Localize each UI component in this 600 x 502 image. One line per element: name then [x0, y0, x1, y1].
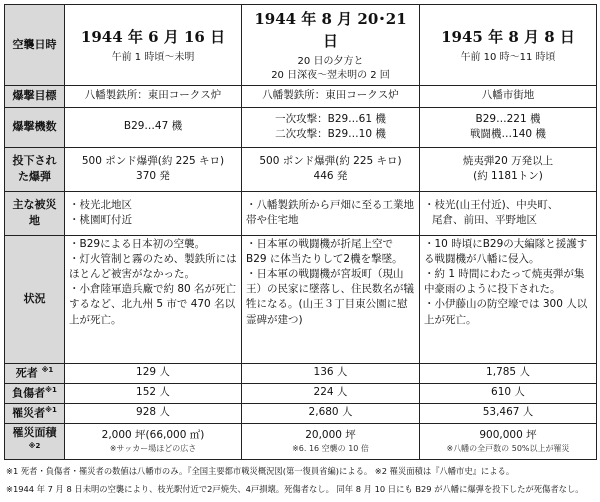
row-bombs — [5, 147, 597, 191]
raid2-bomb-count: 446 発 — [313, 170, 348, 182]
raid3-bombs — [420, 147, 597, 191]
raid2-bomb-type: 500 ポンド爆弾(約 225 キロ) — [259, 154, 402, 167]
row-injured — [5, 383, 597, 403]
raid2-bombs — [242, 147, 420, 191]
raid3-burned-value: 900,000 坪 — [479, 428, 537, 441]
row-target — [5, 85, 597, 107]
raid1-victims: 928 人 — [65, 403, 242, 423]
raid2-date-cell — [242, 5, 420, 86]
raid3-date-cell — [420, 5, 597, 86]
dead-note-mark: ※1 — [41, 365, 54, 374]
raid3-bomb-count: (約 1181トン) — [473, 170, 543, 182]
raid3-time: 午前 10 時～11 時頃 — [460, 51, 556, 63]
raid3-areas — [420, 191, 597, 235]
raid2-burned — [242, 423, 420, 459]
raid1-date-cell — [65, 5, 242, 86]
row-date — [5, 5, 597, 86]
raid2-areas — [242, 191, 420, 235]
raid1-bomb-type: 500 ポンド爆弾(約 225 キロ) — [81, 154, 225, 167]
raid3-bomb-type: 焼夷弾20 万発以上 — [462, 154, 554, 167]
raid1-situation-1: ・B29による日本初の空襲。 — [69, 237, 206, 250]
raid1-dead: 129 人 — [65, 363, 242, 383]
raid1-aircraft-line: B29…47 機 — [123, 120, 183, 133]
target-label: 爆撃目標 — [5, 85, 65, 107]
raid3-aircraft-line2: 戦闘機…140 機 — [470, 128, 546, 140]
injured-label: 負傷者 — [12, 386, 46, 400]
raid2-aircraft-line1: 一次攻撃：B29…61 機 — [275, 112, 386, 125]
raid1-areas — [65, 191, 242, 235]
raid1-bombs — [65, 147, 242, 191]
raid3-situation — [420, 235, 597, 363]
raid1-burned-value: 2,000 坪(66,000 ㎡) — [101, 428, 205, 441]
raid2-burned-value: 20,000 坪 — [305, 428, 356, 441]
date-label: 空襲日時 — [5, 5, 65, 86]
burned-label: 罹災面積 — [12, 425, 57, 439]
raid2-aircraft-line2: 二次攻撃：B29…10 機 — [275, 128, 386, 140]
raid2-burned-note: ※6. 16 空襲の 10 倍 — [292, 443, 369, 453]
raid2-situation — [242, 235, 420, 363]
raid3-situation-2: ・約 1 時間にわたって焼夷弾が集中豪雨のように投下された。 — [424, 267, 585, 296]
raid1-aircraft — [65, 107, 242, 147]
raid1-target: 八幡製鉄所：東田コークス炉 — [65, 85, 242, 107]
raid2-injured: 224 人 — [242, 383, 420, 403]
raid1-area-1: ・枝光北地区 — [69, 198, 132, 211]
victims-label-cell — [5, 403, 65, 423]
raid1-situation-3: ・小倉陸軍造兵廠で約 80 名が死亡するなど、北九州 5 市で 470 名以上が死亡。 — [69, 283, 237, 326]
footnote-2: ※1944 年 7 月 8 日未明の空襲により、枝光駅付近で2戸焼失、4戸損壊。死傷者なし。 同年 8 月 10 日にも B29 が八幡に爆弾を投下したが死傷者なし。 — [6, 484, 584, 494]
raid1-situation-2: ・灯火管制と霧のため、製鉄所にはほとんど被害がなかった。 — [69, 252, 237, 280]
raid3-aircraft-line1: B29…221 機 — [475, 112, 541, 125]
raid2-area-1: ・八幡製鉄所から戸畑に至る工業地帯や住宅地 — [246, 198, 414, 226]
raid2-situation-2: ・日本軍の戦闘機が宮坂町（現山王）の民家に墜落し、住民数名が犠牲になる。(山王３丁目東公園に慰霊碑が建つ) — [246, 267, 414, 326]
raid3-aircraft — [420, 107, 597, 147]
victims-label: 罹災者 — [12, 406, 46, 420]
raid2-situation-1: ・日本軍の戦闘機が折尾上空で B29 に体当たりして2機を撃墜。 — [246, 237, 403, 265]
raid1-date: 1944 年 6 月 16 日 — [80, 28, 226, 47]
situation-label: 状況 — [5, 235, 65, 363]
raid2-target: 八幡製鉄所：東田コークス炉 — [242, 85, 420, 107]
row-situation — [5, 235, 597, 363]
raid1-injured: 152 人 — [65, 383, 242, 403]
raid3-date: 1945 年 8 月 8 日 — [441, 28, 575, 47]
row-victims — [5, 403, 597, 423]
raid1-time: 午前 1 時頃～未明 — [111, 51, 195, 63]
raid3-situation-1: ・10 時頃にB29の大編隊と援護する戦闘機が八幡に侵入。 — [424, 237, 588, 265]
air-raid-table — [4, 4, 597, 460]
burned-note-mark: ※2 — [28, 441, 41, 450]
raid3-victims: 53,467 人 — [420, 403, 597, 423]
dead-label-cell — [5, 363, 65, 383]
row-dead — [5, 363, 597, 383]
dead-label: 死者 — [15, 366, 38, 380]
raid1-area-2: ・桃園町付近 — [69, 214, 132, 226]
injured-note-mark: ※1 — [45, 385, 57, 394]
raid3-area-2: 尾倉、前田、平野地区 — [432, 214, 537, 226]
bombs-label: 投下された爆弾 — [5, 147, 65, 191]
victims-note-mark: ※1 — [45, 405, 57, 414]
injured-label-cell — [5, 383, 65, 403]
raid3-dead: 1,785 人 — [420, 363, 597, 383]
aircraft-label: 爆撃機数 — [5, 107, 65, 147]
raid3-area-1: ・枝光(山王付近)、中央町、 — [424, 198, 559, 211]
row-aircraft — [5, 107, 597, 147]
raid1-burned-note: ※サッカー場ほどの広さ — [109, 443, 197, 453]
row-burned — [5, 423, 597, 459]
burned-label-cell — [5, 423, 65, 459]
raid2-dead: 136 人 — [242, 363, 420, 383]
raid2-date: 1944 年 8 月 20･21 日 — [254, 10, 407, 50]
raid2-time: 20 日の夕方と 20 日深夜～翌未明の 2 回 — [271, 55, 390, 81]
raid3-injured: 610 人 — [420, 383, 597, 403]
raid3-situation-3: ・小伊藤山の防空壕では 300 人以上が死亡。 — [424, 298, 588, 326]
raid3-burned-note: ※八幡の全戸数の 50%以上が罹災 — [446, 443, 570, 453]
raid2-victims: 2,680 人 — [242, 403, 420, 423]
raid1-bomb-count: 370 発 — [136, 170, 170, 182]
footnote-1: ※1 死者・負傷者・罹災者の数値は八幡市のみ。『全国主要都市戦災概況図(第一復員省編)による。 ※2 罹災面積は『八幡市史』による。 — [6, 466, 515, 476]
areas-label: 主な被災地 — [5, 191, 65, 235]
raid3-target: 八幡市街地 — [420, 85, 597, 107]
raid1-burned — [65, 423, 242, 459]
row-areas — [5, 191, 597, 235]
raid1-situation — [65, 235, 242, 363]
raid3-burned — [420, 423, 597, 459]
raid2-aircraft — [242, 107, 420, 147]
